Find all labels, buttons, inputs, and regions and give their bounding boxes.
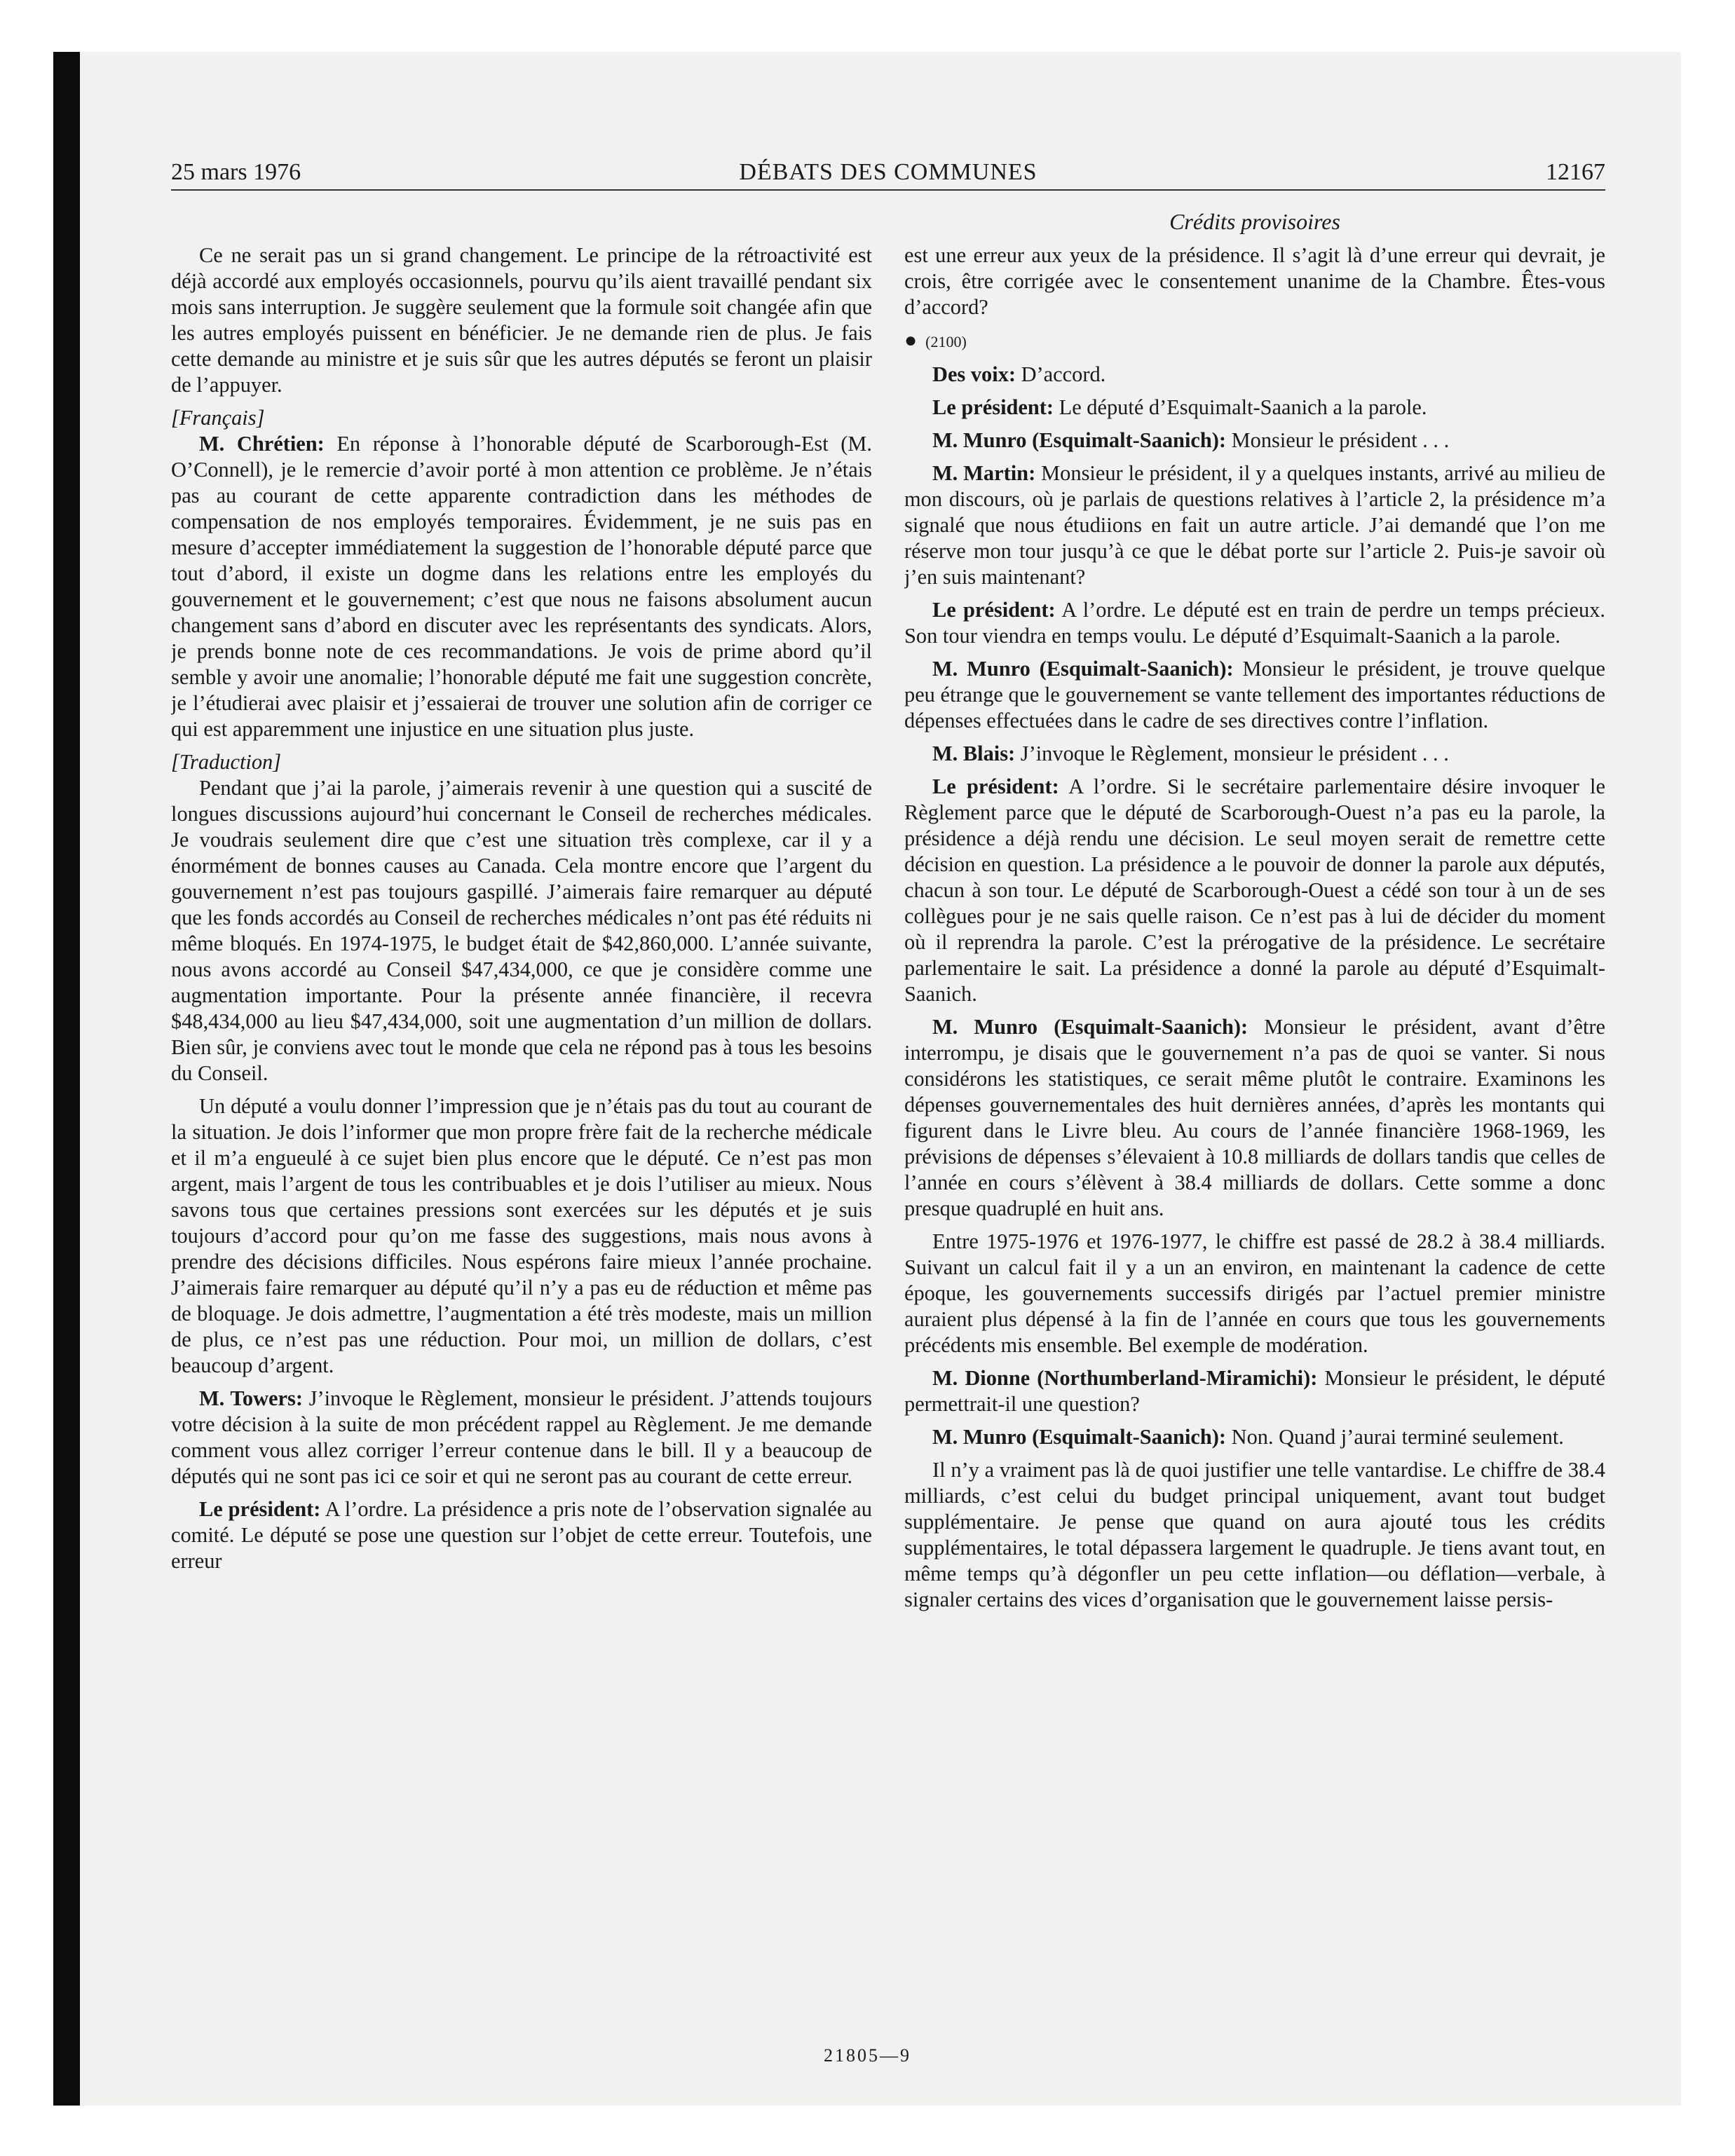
speaker-name: Des voix: bbox=[932, 362, 1016, 386]
speech bbox=[904, 656, 1605, 734]
speech-text: J’invoque le Règlement, monsieur le président. J’attends toujours votre décision à la suite de mon précédent rappel au Règlement. Je me demande comment vous allez corriger l’erreur contenue dans le bill. Il y a beaucoup de députés qui ne sont pas ici ce soir et qui ne seront pas au courant de cette erreur. bbox=[171, 1386, 872, 1488]
paragraph: Pendant que j’ai la parole, j’aimerais revenir à une question qui a suscité de longues discussions aujourd’hui concernant le Conseil de recherches médicales. Je voudrais seulement dire que c’est une situation très complexe, car il y a énormément de bonnes causes au Canada. Cela montre encore que l’argent du gouvernement n’est pas toujours gaspillé. J’aimerais faire remarquer au député que les fonds accordés au Conseil de recherches médicales n’ont pas été réduits ni même bloqués. En 1974-1975, le budget était de $42,860,000. L’année suivante, nous avons accordé au Conseil $47,434,000, ce que je considère comme une augmentation importante. Pour la présente année financière, il recevra $48,434,000 au lieu $47,434,000, soit une augmentation d’un million de dollars. Bien sûr, je conviens avec tout le monde que cela ne répond pas à tous les besoins du Conseil. bbox=[171, 776, 872, 1085]
speech bbox=[904, 460, 1605, 590]
speech bbox=[904, 395, 1605, 421]
paragraph: Il n’y a vraiment pas là de quoi justifier une telle vantardise. Le chiffre de 38.4 milliards, c’est celui du budget principal uniquement, avant tout budget supplémentaire. Je pense que quand on aura ajouté tous les crédits supplémentaires, le total dépassera largement le quadruple. Je tiens avant tout, en même temps qu’à dégonfler un peu cette inflation—ou déflation—verbale, à signaler certains des vices d’organisation que le gouvernement laisse persis- bbox=[904, 1458, 1605, 1611]
footer-code: 21805—9 bbox=[824, 2045, 911, 2066]
speech bbox=[904, 362, 1605, 388]
paragraph: Un député a voulu donner l’impression que je n’étais pas du tout au courant de la situation. Je dois l’informer que mon propre frère fait de la recherche médicale et il m’a engueulé à ce sujet bien plus encore que le député. Ce n’est pas mon argent, mais l’argent de tous les contribuables et je dois l’utiliser au mieux. Nous savons tous que certaines pressions sont exercées sur les députés et je suis toujours d’accord pour qu’on me fasse des suggestions, mais nous avons à prendre des décisions difficiles. Nous espérons faire mieux l’année prochaine. J’aimerais faire remarquer au député qu’il n’y a pas eu de réduction et même pas de bloquage. Je dois admettre, l’augmentation a été très modeste, mais un million de plus, ce n’est pas une réduction. Pour moi, un million de dollars, c’est beaucoup d’argent. bbox=[171, 1094, 872, 1377]
header-journal-title: DÉBATS DES COMMUNES bbox=[739, 159, 1037, 185]
paragraph: Ce ne serait pas un si grand changement. Le principe de la rétroactivité est déjà accordé aux employés occasionnels, pourvu qu’ils aient travaillé pendant six mois sans interruption. Je suggère seulement que la formule soit changée afin que les autres employés puissent en bénéficier. Je ne demande rien de plus. Je fais cette demande au ministre et je suis sûr que les autres députés se feront un plaisir de l’appuyer. bbox=[171, 243, 872, 397]
speech bbox=[904, 741, 1605, 767]
speech-text: D’accord. bbox=[1016, 362, 1106, 386]
bullet-icon: ● bbox=[904, 329, 918, 352]
running-head bbox=[171, 156, 1605, 191]
speech bbox=[904, 1014, 1605, 1222]
speaker-name: M. Munro (Esquimalt-Saanich): bbox=[932, 1425, 1227, 1449]
left-column bbox=[171, 243, 872, 2023]
speech-text: J’invoque le Règlement, monsieur le président . . . bbox=[1015, 742, 1449, 765]
time-stamp bbox=[904, 327, 1605, 355]
speech-text: Monsieur le président, le député permettrait-il une question? bbox=[904, 1366, 1605, 1416]
speech-text: Monsieur le président . . . bbox=[1226, 428, 1450, 452]
speaker-name: M. Blais: bbox=[932, 742, 1016, 765]
speech bbox=[171, 431, 872, 742]
speaker-name: M. Munro (Esquimalt-Saanich): bbox=[932, 1015, 1248, 1039]
speaker-name: M. Martin: bbox=[932, 461, 1036, 485]
speaker-name: M. Dionne (Northumberland-Miramichi): bbox=[932, 1366, 1318, 1390]
speech-text: A l’ordre. La présidence a pris note de l’observation signalée au comité. Le député se pose une question sur l’objet de cette erreur. Toutefois, une erreur bbox=[171, 1497, 872, 1573]
language-marker: [Traduction] bbox=[171, 750, 282, 774]
speech bbox=[904, 1365, 1605, 1417]
speech-text: En réponse à l’honorable député de Scarborough-Est (M. O’Connell), je le remercie d’avoir porté à mon attention ce problème. Je n’étais pas au courant de cette apparente contradiction dans les méthodes de compensation de nos employés temporaires. Évidemment, je ne suis pas en mesure d’accepter immédiatement la suggestion de l’honorable député parce que tout d’abord, il existe un dogme dans les relations entre les employés du gouvernement et le gouvernement; c’est que nous ne faisons absolument aucun changement sans d’abord en discuter avec les représentants des syndicats. Alors, je prends bonne note de ces recommandations. Je vois de prime abord qu’il semble y avoir une anomalie; l’honorable député me fait une suggestion concrète, je l’étudierai avec plaisir et j’essaierai de trouver une solution afin de corriger ce qui est apparemment une injustice en une situation plus juste. bbox=[171, 432, 872, 741]
speech-text: Monsieur le président, je trouve quelque peu étrange que le gouvernement se vante tellement des importantes réductions de dépenses effectuées dans le cadre de ses directives contre l’inflation. bbox=[904, 657, 1605, 732]
speaker-name: M. Munro (Esquimalt-Saanich): bbox=[932, 657, 1234, 681]
paragraph: Entre 1975-1976 et 1976-1977, le chiffre est passé de 28.2 à 38.4 milliards. Suivant un calcul fait il y a un an environ, en maintenant la cadence de cette époque, les gouvernements successifs dirigés par l’actuel premier ministre auraient plus dépensé à la fin de l’année en cours que tous les gouvernements précédents mis ensemble. Bel exemple de modération. bbox=[904, 1229, 1605, 1357]
speech bbox=[171, 1496, 872, 1574]
speech bbox=[904, 1424, 1605, 1450]
speaker-name: M. Chrétien: bbox=[199, 432, 325, 456]
speech bbox=[904, 597, 1605, 649]
speaker-name: Le président: bbox=[932, 395, 1054, 419]
speech bbox=[904, 774, 1605, 1007]
speech-text: A l’ordre. Le député est en train de perdre un temps précieux. Son tour viendra en temps voulu. Le député d’Esquimalt-Saanich a la parole. bbox=[904, 598, 1605, 648]
speaker-name: Le président: bbox=[199, 1497, 321, 1521]
language-marker: [Français] bbox=[171, 406, 265, 430]
speaker-name: M. Munro (Esquimalt-Saanich): bbox=[932, 428, 1227, 452]
speaker-name: M. Towers: bbox=[199, 1386, 303, 1410]
time-stamp-text: (2100) bbox=[925, 333, 967, 350]
speech bbox=[904, 428, 1605, 453]
speech-text: Monsieur le président, il y a quelques instants, arrivé au milieu de mon discours, où je parlais de questions relatives à l’article 2, la présidence m’a signalé que nous étudiions en fait un autre article. J’ai demandé que l’on me réserve mon tour jusqu’à ce que le débat porte sur l’article 2. Puis-je savoir où j’en suis maintenant? bbox=[904, 461, 1605, 589]
speech-text: Non. Quand j’aurai terminé seulement. bbox=[1226, 1425, 1564, 1449]
speaker-name: Le président: bbox=[932, 598, 1056, 622]
paragraph: est une erreur aux yeux de la présidence. Il s’agit là d’une erreur qui devrait, je crois, être corrigée avec le consentement unanime de la Chambre. Êtes-vous d’accord? bbox=[904, 243, 1605, 319]
speech-text: Monsieur le président, avant d’être interrompu, je disais que le gouvernement n’a pas de quoi se vanter. Si nous considérons les statistiques, ce serait même plutôt le contraire. Examinons les dépenses gouvernementales des huit dernières années, d’après les montants qui figurent dans le Livre bleu. Au cours de l’année financière 1968-1969, les prévisions de dépenses s’élevaient à 10.8 milliards de dollars tandis que celles de l’année en cours s’élèvent à 38.4 milliards de dollars. Cette somme a donc presque quadruplé en huit ans. bbox=[904, 1015, 1605, 1220]
speech-text: Le député d’Esquimalt-Saanich a la parole. bbox=[1054, 395, 1427, 419]
section-title: Crédits provisoires bbox=[1169, 209, 1340, 234]
speaker-name: Le président: bbox=[932, 775, 1059, 798]
header-date: 25 mars 1976 bbox=[171, 159, 301, 185]
scan-border bbox=[53, 52, 80, 2106]
speech bbox=[171, 1386, 872, 1489]
right-column bbox=[904, 243, 1605, 2023]
header-page-number: 12167 bbox=[1546, 159, 1605, 185]
speech-text: A l’ordre. Si le secrétaire parlementaire désire invoquer le Règlement parce que le député de Scarborough-Ouest n’a pas eu la parole, la présidence a déjà rendu une décision. Le seul moyen serait de remettre cette décision en question. La présidence a le pouvoir de donner la parole aux députés, chacun à son tour. Le député de Scarborough-Ouest a cédé son tour à un de ses collègues pour je ne sais quelle raison. Ce n’est pas à lui de décider du moment où il reprendra la parole. C’est la prérogative de la présidence. Le secrétaire parlementaire le sait. La présidence a donné la parole au député d’Esquimalt-Saanich. bbox=[904, 775, 1605, 1006]
